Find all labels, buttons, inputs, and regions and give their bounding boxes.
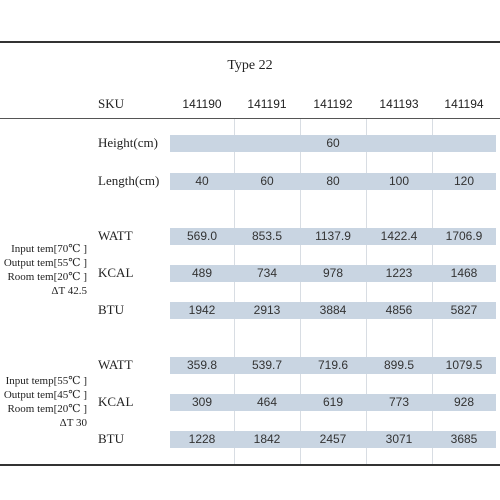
watt-label: WATT: [98, 357, 133, 372]
length-cell: 80: [326, 174, 340, 188]
length-cell: 60: [260, 174, 274, 188]
column-separator: [366, 119, 367, 464]
table-title: Type 22: [227, 58, 273, 73]
length-label: Length(cm): [98, 173, 160, 188]
btu-cell: 3884: [319, 303, 347, 317]
watt-label: WATT: [98, 228, 133, 243]
condition-output: Output tem[45℃ ]: [3, 389, 87, 401]
btu-cell: 5827: [450, 303, 478, 317]
btu-cell: 3071: [385, 432, 413, 446]
watt-cell: 899.5: [383, 358, 415, 372]
test-conditions-1: [4, 242, 87, 298]
kcal-cell: 309: [191, 395, 213, 409]
test-conditions-2: [4, 374, 87, 430]
btu-label: BTU: [98, 431, 124, 446]
kcal-cell: 978: [322, 266, 344, 280]
sku-cell: 141194: [444, 97, 484, 111]
kcal-cell: 928: [453, 395, 475, 409]
watt-cell: 539.7: [251, 358, 283, 372]
sku-cell: 141190: [182, 97, 222, 111]
column-separator: [300, 119, 301, 464]
condition-room: Room tem[20℃ ]: [7, 403, 87, 415]
watt-cell: 719.6: [317, 358, 349, 372]
top-rule: [0, 41, 500, 43]
kcal-label: KCAL: [98, 265, 134, 280]
btu-cell: 3685: [450, 432, 478, 446]
condition-input: Input tem[70℃ ]: [11, 243, 87, 255]
kcal-label: KCAL: [98, 394, 134, 409]
condition-room: Room tem[20℃ ]: [7, 271, 87, 283]
column-separator: [432, 119, 433, 464]
length-cell: 100: [388, 174, 410, 188]
btu-cell: 1942: [188, 303, 216, 317]
btu-cell: 1228: [188, 432, 216, 446]
condition-delta-t: ΔT 30: [59, 417, 87, 429]
btu-cell: 2457: [319, 432, 347, 446]
btu-cell: 4856: [385, 303, 413, 317]
condition-delta-t: ΔT 42.5: [51, 285, 87, 297]
sku-cell: 141192: [313, 97, 353, 111]
bottom-rule: [0, 464, 500, 466]
condition-output: Output tem[55℃ ]: [3, 257, 87, 269]
watt-cell: 569.0: [186, 229, 218, 243]
header-rule: [0, 118, 500, 119]
height-label: Height(cm): [98, 135, 158, 150]
kcal-cell: 619: [322, 395, 344, 409]
column-separator: [234, 119, 235, 464]
kcal-cell: 773: [388, 395, 410, 409]
kcal-cell: 464: [256, 395, 278, 409]
sku-label: SKU: [98, 96, 125, 111]
length-cell: 120: [453, 174, 475, 188]
btu-cell: 1842: [253, 432, 281, 446]
kcal-cell: 1468: [450, 266, 478, 280]
watt-cell: 1706.9: [445, 229, 483, 243]
height-value: 60: [326, 136, 340, 150]
btu-label: BTU: [98, 302, 124, 317]
sku-cell: 141193: [379, 97, 419, 111]
watt-cell: 1079.5: [445, 358, 483, 372]
kcal-cell: 734: [256, 266, 278, 280]
watt-cell: 1422.4: [380, 229, 418, 243]
kcal-cell: 489: [191, 266, 213, 280]
watt-cell: 359.8: [186, 358, 218, 372]
watt-cell: 853.5: [251, 229, 283, 243]
sku-cell: 141191: [247, 97, 287, 111]
condition-input: Input temp[55℃ ]: [5, 375, 87, 387]
watt-cell: 1137.9: [315, 229, 351, 243]
length-cell: 40: [195, 174, 209, 188]
btu-cell: 2913: [253, 303, 281, 317]
kcal-cell: 1223: [385, 266, 413, 280]
